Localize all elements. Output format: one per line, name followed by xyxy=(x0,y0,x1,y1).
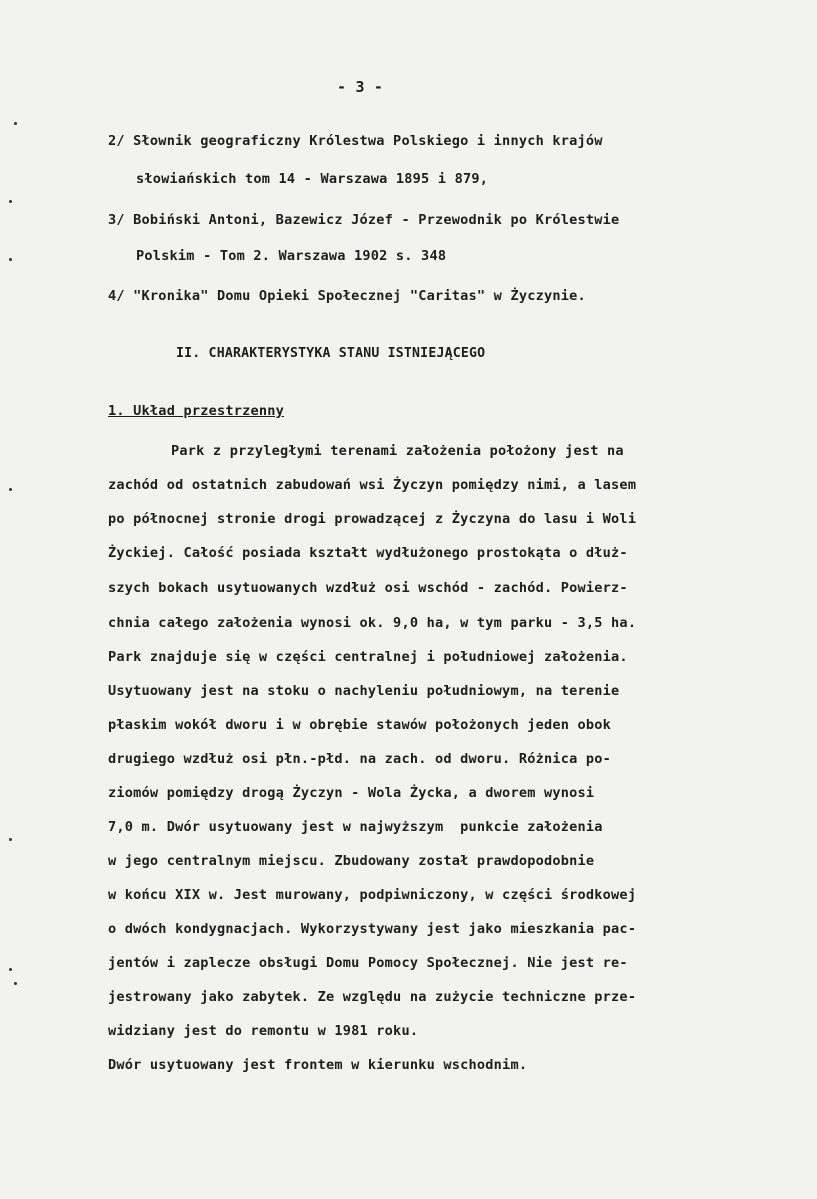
page-number: - 3 - xyxy=(337,78,384,96)
margin-dot xyxy=(14,982,17,985)
reference-2-line-1: 2/ Słownik geograficzny Królestwa Polskiego i innych krajów xyxy=(108,133,603,149)
paragraph-line: o dwóch kondygnacjach. Wykorzystywany jest jako mieszkania pac- xyxy=(108,921,637,937)
paragraph-line: Park znajduje się w części centralnej i południowej założenia. xyxy=(108,649,628,665)
paragraph-line: ziomów pomiędzy drogą Życzyn - Wola Życka, a dworem wynosi xyxy=(108,785,595,801)
paragraph-line: po północnej stronie drogi prowadzącej z Życzyna do lasu i Woli xyxy=(108,511,637,527)
reference-3-line-2: Polskim - Tom 2. Warszawa 1902 s. 348 xyxy=(136,248,447,264)
margin-dot xyxy=(9,488,12,491)
paragraph-line: widziany jest do remontu w 1981 roku. xyxy=(108,1023,419,1039)
paragraph-line: Życkiej. Całość posiada kształt wydłużonego prostokąta o dłuż- xyxy=(108,545,628,561)
paragraph-line: Park z przyległymi terenami założenia położony jest na xyxy=(171,443,624,459)
paragraph-line: 7,0 m. Dwór usytuowany jest w najwyższym punkcie założenia xyxy=(108,819,603,835)
paragraph-line: w jego centralnym miejscu. Zbudowany został prawdopodobnie xyxy=(108,853,595,869)
margin-dot xyxy=(9,838,12,841)
paragraph-line: płaskim wokół dworu i w obrębie stawów położonych jeden obok xyxy=(108,717,612,733)
paragraph-line: zachód od ostatnich zabudowań wsi Życzyn pomiędzy nimi, a lasem xyxy=(108,477,637,493)
reference-2-line-2: słowiańskich tom 14 - Warszawa 1895 i 879, xyxy=(136,171,489,187)
paragraph-line: Dwór usytuowany jest frontem w kierunku wschodnim. xyxy=(108,1057,528,1073)
margin-dot xyxy=(9,200,12,203)
paragraph-line: w końcu XIX w. Jest murowany, podpiwniczony, w części środkowej xyxy=(108,887,637,903)
reference-3-line-1: 3/ Bobiński Antoni, Bazewicz Józef - Przewodnik po Królestwie xyxy=(108,212,620,228)
margin-dot xyxy=(9,258,12,261)
subsection-heading: 1. Układ przestrzenny xyxy=(108,403,285,419)
paragraph-line: jestrowany jako zabytek. Ze względu na zużycie techniczne prze- xyxy=(108,989,637,1005)
paragraph-line: jentów i zaplecze obsługi Domu Pomocy Społecznej. Nie jest re- xyxy=(108,955,628,971)
section-heading: II. CHARAKTERYSTYKA STANU ISTNIEJĄCEGO xyxy=(176,346,486,361)
paragraph-line: drugiego wzdłuż osi płn.-płd. na zach. od dworu. Różnica po- xyxy=(108,751,612,767)
paragraph-line: szych bokach usytuowanych wzdłuż osi wschód - zachód. Powierz- xyxy=(108,580,628,596)
paragraph-line: Usytuowany jest na stoku o nachyleniu południowym, na terenie xyxy=(108,683,620,699)
margin-dot xyxy=(9,968,12,971)
margin-dot xyxy=(14,122,17,125)
paragraph-line: chnia całego założenia wynosi ok. 9,0 ha, w tym parku - 3,5 ha. xyxy=(108,615,637,631)
reference-4-line-1: 4/ "Kronika" Domu Opieki Społecznej "Caritas" w Życzynie. xyxy=(108,288,586,304)
